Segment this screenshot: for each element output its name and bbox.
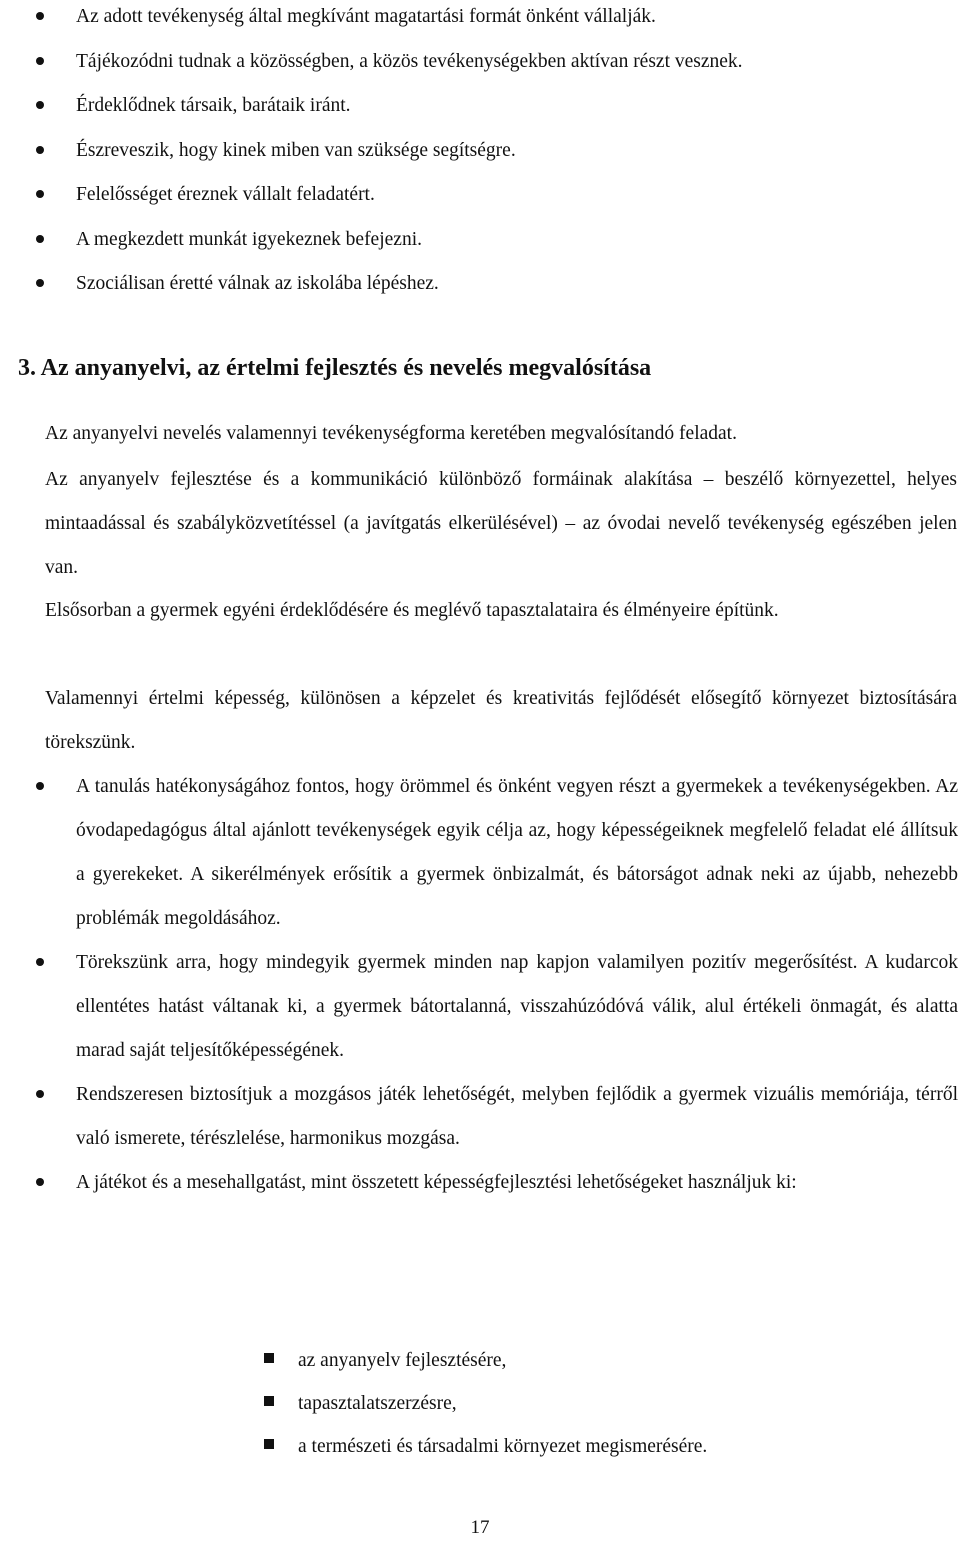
paragraph: Elsősorban a gyermek egyéni érdeklődésére és meglévő tapasztalataira és élményeire építünk. xyxy=(45,600,779,621)
list-item xyxy=(0,173,743,218)
list-item xyxy=(0,84,743,129)
square-bullet-icon xyxy=(264,1439,274,1449)
list-item xyxy=(0,1339,707,1382)
list-item-text: tapasztalatszerzésre, xyxy=(298,1393,457,1414)
sub-bullet-list xyxy=(0,1339,707,1468)
list-item xyxy=(0,40,743,85)
list-item xyxy=(0,262,743,307)
list-item xyxy=(0,1425,707,1468)
top-bullet-list xyxy=(0,0,743,307)
list-item-text: A megkezdett munkát igyekeznek befejezni. xyxy=(76,228,422,250)
bullet-icon xyxy=(36,1178,44,1186)
list-item xyxy=(0,1073,958,1161)
list-item-text: az anyanyelv fejlesztésére, xyxy=(298,1350,507,1371)
list-item-text: Érdeklődnek társaik, barátaik iránt. xyxy=(76,95,351,116)
square-bullet-icon xyxy=(264,1353,274,1363)
list-item xyxy=(0,765,958,941)
bullet-icon xyxy=(36,57,44,65)
list-item-text: Törekszünk arra, hogy mindegyik gyermek minden nap kapjon valamilyen pozitív megerősítést. A kudarcok ellentétes hatást váltanak ki, a gyermek bátortalanná, visszahúzódóvá válik, alul értékeli önmagát, és alatta marad saját teljesítőképességének. xyxy=(76,952,958,1061)
bullet-icon xyxy=(36,146,44,154)
list-item-text: Rendszeresen biztosítjuk a mozgásos játék lehetőségét, melyben fejlődik a gyermek vizuális memóriája, térről való ismerete, térészlelése, harmonikus mozgása. xyxy=(76,1084,958,1149)
square-bullet-icon xyxy=(264,1396,274,1406)
paragraph: Az anyanyelvi nevelés valamennyi tevékenységforma keretében megvalósítandó feladat. xyxy=(45,423,737,444)
list-item xyxy=(0,941,958,1073)
bullet-icon xyxy=(36,190,44,198)
list-item-text: Az adott tevékenység által megkívánt magatartási formát önként vállalják. xyxy=(76,6,656,27)
list-item-text: A játékot és a mesehallgatást, mint összetett képességfejlesztési lehetőségeket használjuk ki: xyxy=(76,1172,797,1193)
page-number: 17 xyxy=(470,1517,490,1538)
list-item-text: Felelősséget éreznek vállalt feladatért. xyxy=(76,184,375,205)
bullet-icon xyxy=(36,235,44,243)
list-item xyxy=(0,129,743,174)
list-item-text: Észreveszik, hogy kinek miben van szüksége segítségre. xyxy=(76,139,516,161)
paragraph: Az anyanyelv fejlesztése és a kommunikáció különböző formáinak alakítása – beszélő környezettel, helyes mintaadással és szabályközvetítéssel (a javítgatás elkerülésével) – az óvodai nevelő tevékenység egészében jelen van. xyxy=(45,469,957,578)
list-item-text: a természeti és társadalmi környezet megismerésére. xyxy=(298,1436,708,1457)
list-item xyxy=(0,1382,707,1425)
list-item-text: Tájékozódni tudnak a közösségben, a közös tevékenységekben aktívan részt vesznek. xyxy=(76,50,743,72)
bullet-icon xyxy=(36,1090,44,1098)
paragraph: Valamennyi értelmi képesség, különösen a képzelet és kreativitás fejlődését elősegítő környezet biztosítására törekszünk. xyxy=(45,688,957,753)
section-heading: 3. Az anyanyelvi, az értelmi fejlesztés és nevelés megvalósítása xyxy=(18,355,652,381)
bullet-icon xyxy=(36,782,44,790)
bullet-icon xyxy=(36,12,44,20)
list-item xyxy=(0,1161,958,1205)
bullet-icon xyxy=(36,101,44,109)
section-bullet-list xyxy=(0,765,958,1205)
list-item-text: Szociálisan éretté válnak az iskolába lépéshez. xyxy=(76,273,439,294)
bullet-icon xyxy=(36,279,44,287)
list-item xyxy=(0,218,743,263)
list-item xyxy=(0,0,743,40)
list-item-text: A tanulás hatékonyságához fontos, hogy örömmel és önként vegyen részt a gyermekek a tevékenységekben. Az óvodapedagógus által ajánlott tevékenységek egyik célja az, hogy képességeiknek megfelelő feladat elé állítsuk a gyerekeket. A sikerélmények erősítik a gyermek önbizalmát, és bátorságot adnak neki az újabb, nehezebb problémák megoldásához. xyxy=(76,776,958,929)
bullet-icon xyxy=(36,958,44,966)
